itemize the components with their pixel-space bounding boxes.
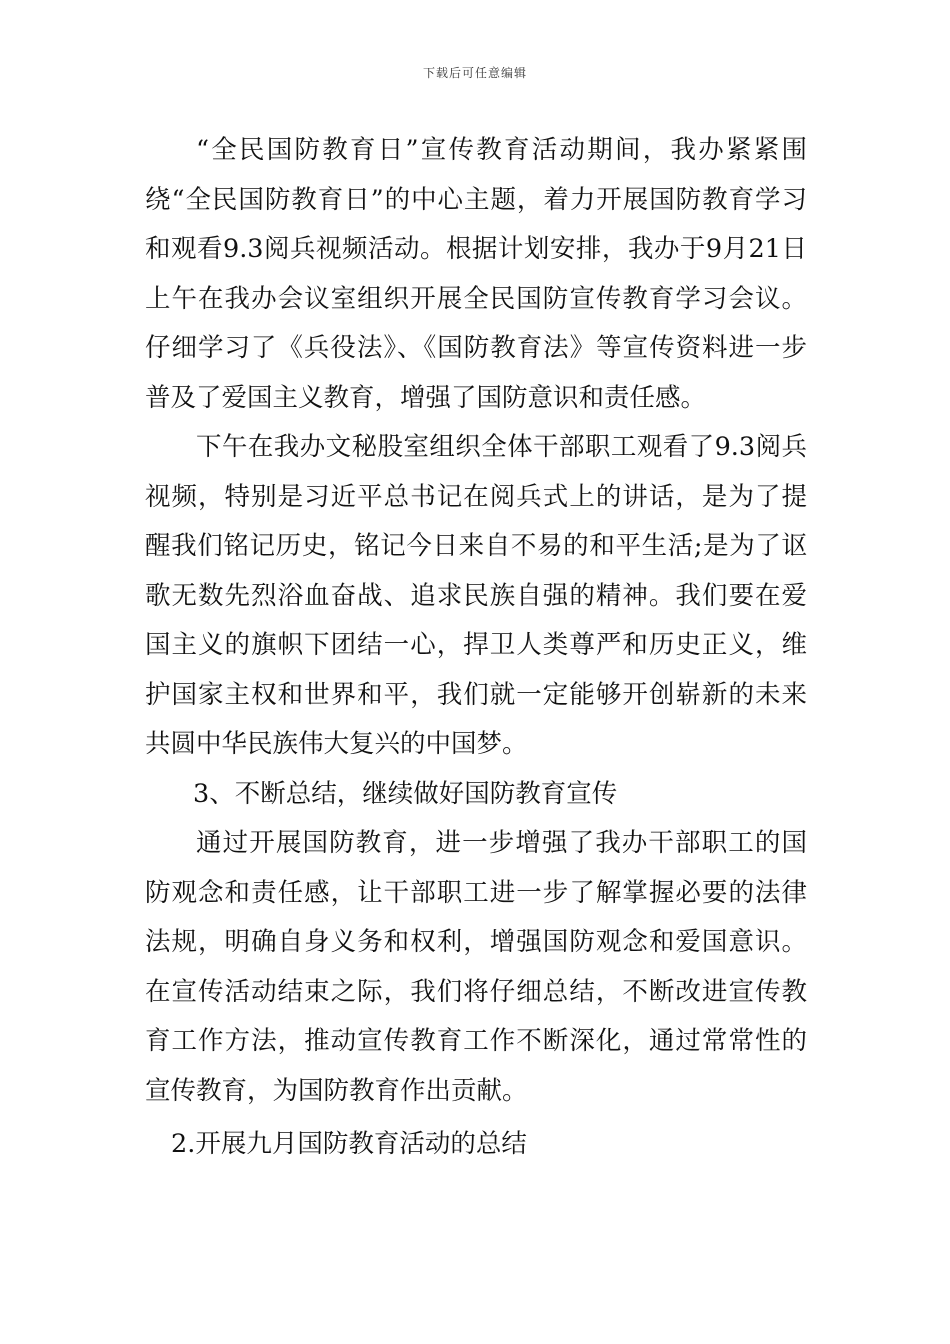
page-header-note: 下载后可任意编辑 xyxy=(422,66,527,80)
paragraph-education-day: “全民国防教育日”宣传教育活动期间，我办紧紧围绕“全民国防教育日”的中心主题，着力开展国防教育学习和观看9.3阅兵视频活动。根据计划安排，我办于9月21日上午在我办会议室组织开展全民国防宣传教育学习会议。仔细学习了《兵役法》、《国防教育法》等宣传资料进一步普及了爱国主义教育，增强了国防意识和责任感。 xyxy=(145,135,807,413)
paragraph-parade-video: 下午在我办文秘股室组织全体干部职工观看了9.3阅兵视频，特别是习近平总书记在阅兵式上的讲话，是为了提醒我们铭记历史，铭记今日来自不易的和平生活;是为了讴歌无数先烈浴血奋战、追求民族自强的精神。我们要在爱国主义的旗帜下团结一心，捍卫人类尊严和历史正义，维护国家主权和世界和平，我们就一定能够开创崭新的未来共圆中华民族伟大复兴的中国梦。 xyxy=(145,432,807,759)
section-title-september-summary: 2.开展九月国防教育活动的总结 xyxy=(171,1129,527,1159)
paragraph-conclusion: 通过开展国防教育，进一步增强了我办干部职工的国防观念和责任感，让干部职工进一步了解掌握必要的法律法规，明确自身义务和权利，增强国防观念和爱国意识。在宣传活动结束之际，我们将仔细总结，不断改进宣传教育工作方法，推动宣传教育工作不断深化，通过常常性的宣传教育，为国防教育作出贡献。 xyxy=(145,828,807,1106)
section-heading-summary: 3、不断总结，继续做好国防教育宣传 xyxy=(193,778,618,809)
document-body xyxy=(145,126,807,1170)
